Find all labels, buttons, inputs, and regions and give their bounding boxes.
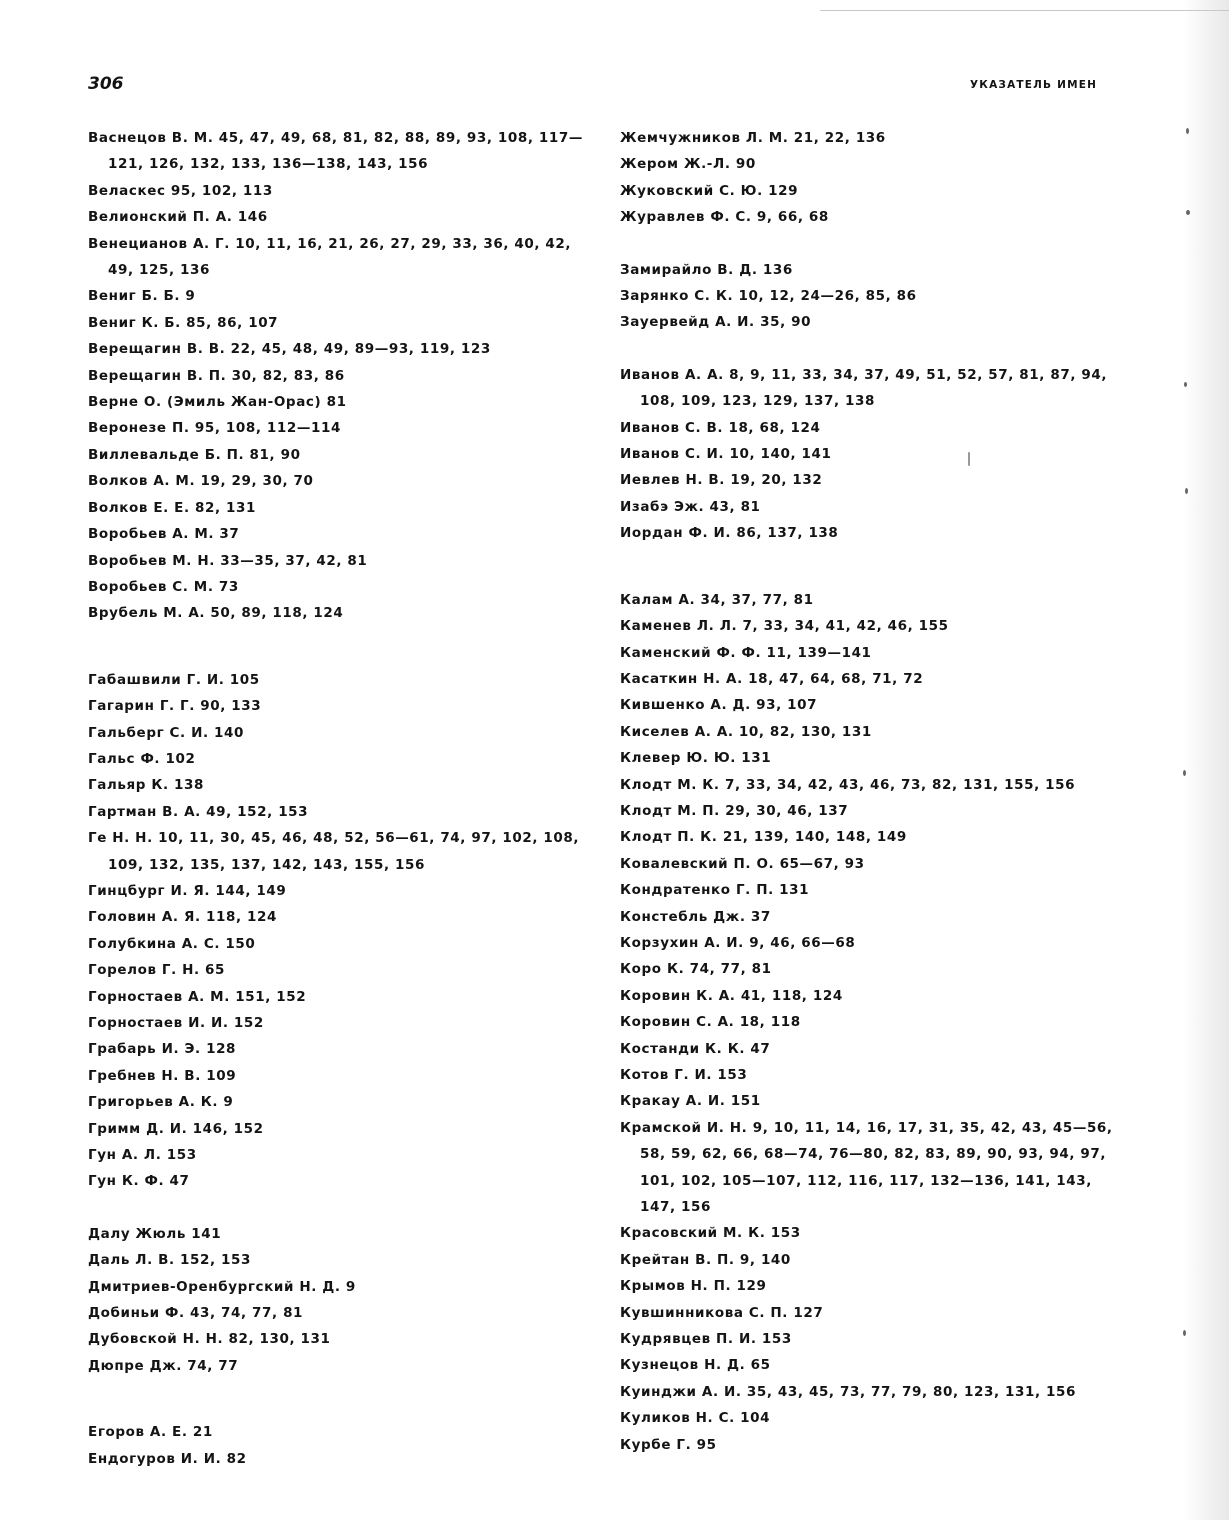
index-entry: Клевер Ю. Ю. 131: [620, 750, 772, 767]
index-entry: Даль Л. В. 152, 153: [88, 1252, 252, 1269]
index-entry: Гун А. Л. 153: [88, 1147, 197, 1164]
index-entry: Добиньи Ф. 43, 74, 77, 81: [88, 1305, 304, 1322]
index-entry: Верне О. (Эмиль Жан-Орас) 81: [88, 394, 347, 411]
index-entry: Клодт М. П. 29, 30, 46, 137: [620, 802, 849, 819]
index-entry: Клодт М. К. 7, 33, 34, 42, 43, 46, 73, 82, 131, 155, 156: [620, 776, 1076, 793]
index-entry: Волков А. М. 19, 29, 30, 70: [88, 473, 314, 490]
index-column-right: [620, 125, 1120, 1458]
scan-speck: [1183, 1330, 1186, 1336]
index-entry: Калам А. 34, 37, 77, 81: [620, 591, 814, 608]
index-entry: Воробьев А. М. 37: [88, 526, 240, 543]
index-entry: Изабэ Эж. 43, 81: [620, 498, 761, 515]
index-entry: Горностаев А. М. 151, 152: [88, 988, 307, 1005]
index-entry: Жуковский С. Ю. 129: [620, 182, 799, 199]
index-entry: Егоров А. Е. 21: [88, 1424, 213, 1441]
index-entry: Горелов Г. Н. 65: [88, 962, 226, 979]
index-entry: Ковалевский П. О. 65—67, 93: [620, 855, 865, 872]
index-entry: Гагарин Г. Г. 90, 133: [88, 698, 262, 715]
index-entry: Констебль Дж. 37: [620, 908, 771, 925]
index-entry: Кондратенко Г. П. 131: [620, 882, 810, 899]
index-entry: Веласкес 95, 102, 113: [88, 182, 273, 199]
index-entry: Гун К. Ф. 47: [88, 1173, 190, 1190]
index-entry: Гинцбург И. Я. 144, 149: [88, 882, 287, 899]
index-entry: Коровин К. А. 41, 118, 124: [620, 987, 843, 1004]
index-entry: Верещагин В. В. 22, 45, 48, 49, 89—93, 119, 123: [88, 341, 491, 358]
index-entry: Велионский П. А. 146: [88, 209, 268, 226]
index-entry: Крымов Н. П. 129: [620, 1278, 767, 1295]
index-entry: Кившенко А. Д. 93, 107: [620, 697, 818, 714]
index-entry: Ендогуров И. И. 82: [88, 1450, 247, 1467]
index-entry: Кузнецов Н. Д. 65: [620, 1357, 771, 1374]
index-entry: Коро К. 74, 77, 81: [620, 961, 772, 978]
index-entry: Веронезе П. 95, 108, 112—114: [88, 420, 341, 437]
index-entry: Жером Ж.-Л. 90: [620, 156, 756, 173]
index-entry: Вениг К. Б. 85, 86, 107: [88, 314, 279, 331]
index-entry: Васнецов В. М. 45, 47, 49, 68, 81, 82, 88, 89, 93, 108, 117—121, 126, 132, 133, 136—138, 143, 156: [88, 130, 584, 173]
index-entry: Горностаев И. И. 152: [88, 1015, 264, 1031]
index-entry: Гальс Ф. 102: [88, 750, 196, 767]
scan-speck: [1186, 128, 1189, 134]
index-entry: Иордан Ф. И. 86, 137, 138: [620, 525, 839, 542]
index-entry: Гальберг С. И. 140: [88, 724, 244, 741]
index-entry: Венецианов А. Г. 10, 11, 16, 21, 26, 27, 29, 33, 36, 40, 42, 49, 125, 136: [88, 235, 572, 279]
index-entry: Грабарь И. Э. 128: [88, 1041, 237, 1058]
index-entry: Ге Н. Н. 10, 11, 30, 45, 46, 48, 52, 56—61, 74, 97, 102, 108, 109, 132, 135, 137, 142, 143, 155, 156: [88, 830, 580, 873]
page-number: 306: [88, 74, 124, 94]
index-entry: Коровин С. А. 18, 118: [620, 1014, 801, 1031]
index-entry: Котов Г. И. 153: [620, 1067, 748, 1083]
index-entry: Каменев Л. Л. 7, 33, 34, 41, 42, 46, 155: [620, 618, 949, 635]
scan-speck: [968, 452, 970, 466]
index-entry: Корзухин А. И. 9, 46, 66—68: [620, 934, 856, 951]
index-entry: Воробьев М. Н. 33—35, 37, 42, 81: [88, 552, 368, 569]
scan-speck: [1186, 210, 1190, 215]
index-entry: Волков Е. Е. 82, 131: [88, 499, 257, 516]
index-entry: Дюпре Дж. 74, 77: [88, 1357, 239, 1374]
index-entry: Голубкина А. С. 150: [88, 935, 256, 952]
index-entry: Габашвили Г. И. 105: [88, 671, 260, 688]
index-entry: Гартман В. А. 49, 152, 153: [88, 803, 309, 820]
index-entry: Гримм Д. И. 146, 152: [88, 1120, 264, 1137]
index-entry: Далу Жюль 141: [88, 1225, 222, 1242]
page-edge-shadow: [1183, 0, 1229, 1520]
index-entry: Зарянко С. К. 10, 12, 24—26, 85, 86: [620, 288, 917, 305]
index-entry: Гребнев Н. В. 109: [88, 1067, 237, 1084]
index-entry: Иванов С. И. 10, 140, 141: [620, 446, 832, 463]
index-entry: Куинджи А. И. 35, 43, 45, 73, 77, 79, 80, 123, 131, 156: [620, 1383, 1077, 1400]
index-entry: Виллевальде Б. П. 81, 90: [88, 446, 301, 463]
index-entry: Журавлев Ф. С. 9, 66, 68: [620, 209, 829, 226]
index-entry: Вениг Б. Б. 9: [88, 288, 196, 305]
index-entry: Кувшинникова С. П. 127: [620, 1304, 824, 1321]
index-entry: Замирайло В. Д. 136: [620, 261, 793, 278]
index-entry: Воробьев С. М. 73: [88, 578, 239, 595]
running-head: УКАЗАТЕЛЬ ИМЕН: [970, 79, 1098, 91]
index-entry: Крамской И. Н. 9, 10, 11, 14, 16, 17, 31, 35, 42, 43, 45—56, 58, 59, 62, 66, 68—74, 76—80, 82, 83, 89, 90, 93, 94, 97, 101, 102, 105—107, 112, 116, 117, 132—136, 141, 143, 147, 156: [620, 1119, 1113, 1216]
index-entry: Красовский М. К. 153: [620, 1225, 801, 1242]
index-entry: Иванов А. А. 8, 9, 11, 33, 34, 37, 49, 51, 52, 57, 81, 87, 94, 108, 109, 123, 129, 137, 138: [620, 366, 1108, 410]
index-entry: Головин А. Я. 118, 124: [88, 909, 277, 926]
index-entry: Врубель М. А. 50, 89, 118, 124: [88, 605, 344, 622]
index-entry: Куликов Н. С. 104: [620, 1410, 771, 1427]
index-entry: Верещагин В. П. 30, 82, 83, 86: [88, 367, 345, 384]
scan-speck: [1185, 488, 1188, 494]
index-entry: Костанди К. К. 47: [620, 1040, 771, 1057]
index-entry: Гальяр К. 138: [88, 777, 205, 794]
index-entry: Курбе Г. 95: [620, 1436, 717, 1453]
scan-speck: [1183, 770, 1186, 776]
index-entry: Иевлев Н. В. 19, 20, 132: [620, 472, 823, 489]
scan-speck: [1184, 382, 1187, 387]
index-entry: Иванов С. В. 18, 68, 124: [620, 419, 821, 436]
scan-edge-line: [820, 10, 1229, 11]
index-entry: Дмитриев-Оренбургский Н. Д. 9: [88, 1278, 356, 1295]
index-entry: Крейтан В. П. 9, 140: [620, 1251, 791, 1268]
index-entry: Каменский Ф. Ф. 11, 139—141: [620, 644, 872, 661]
index-entry: Зауервейд А. И. 35, 90: [620, 314, 812, 331]
index-entry: Касаткин Н. А. 18, 47, 64, 68, 71, 72: [620, 670, 924, 687]
index-column-left: [88, 125, 593, 1472]
index-entry: Григорьев А. К. 9: [88, 1094, 234, 1111]
index-entry: Жемчужников Л. М. 21, 22, 136: [620, 130, 886, 146]
index-entry: Кудрявцев П. И. 153: [620, 1331, 792, 1348]
index-entry: Кракау А. И. 151: [620, 1093, 761, 1110]
index-entry: Киселев А. А. 10, 82, 130, 131: [620, 723, 872, 740]
index-entry: Дубовской Н. Н. 82, 130, 131: [88, 1331, 331, 1348]
index-entry: Клодт П. К. 21, 139, 140, 148, 149: [620, 829, 907, 846]
